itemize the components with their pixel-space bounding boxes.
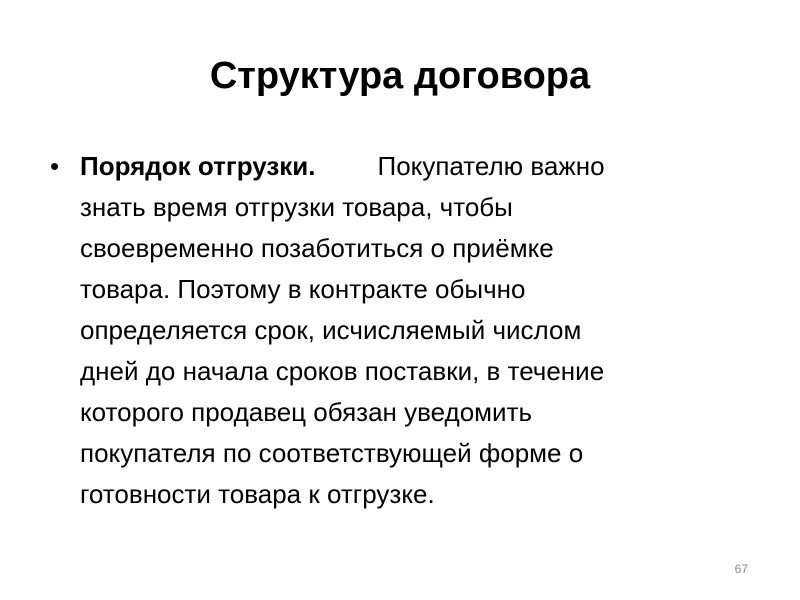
bullet-text-line: товара. Поэтому в контракте обычно	[80, 274, 526, 304]
bullet-text-line: знать время отгрузки товара, чтобы	[80, 192, 513, 222]
bullet-text-line: своевременно позаботиться о приёмке	[80, 233, 554, 263]
bullet-text-line: которого продавец обязан уведомить	[80, 397, 533, 427]
bullet-icon: •	[50, 151, 60, 181]
bullet-text-line: покупателя по соответствующей форме о	[80, 438, 584, 468]
bullet-text-line: Покупателю важно	[377, 151, 605, 181]
page-number: 67	[734, 562, 748, 576]
bullet-list	[48, 146, 748, 515]
bullet-first-line	[80, 146, 748, 187]
bullet-text-line: дней до начала сроков поставки, в течение	[80, 356, 605, 386]
list-item	[48, 146, 748, 515]
bullet-text-line: определяется срок, исчисляемый числом	[80, 315, 582, 345]
bullet-heading: Порядок отгрузки.	[80, 151, 316, 181]
bullet-text-line: готовности товара к отгрузке.	[80, 479, 435, 509]
slide-title: Структура договора	[209, 55, 591, 97]
